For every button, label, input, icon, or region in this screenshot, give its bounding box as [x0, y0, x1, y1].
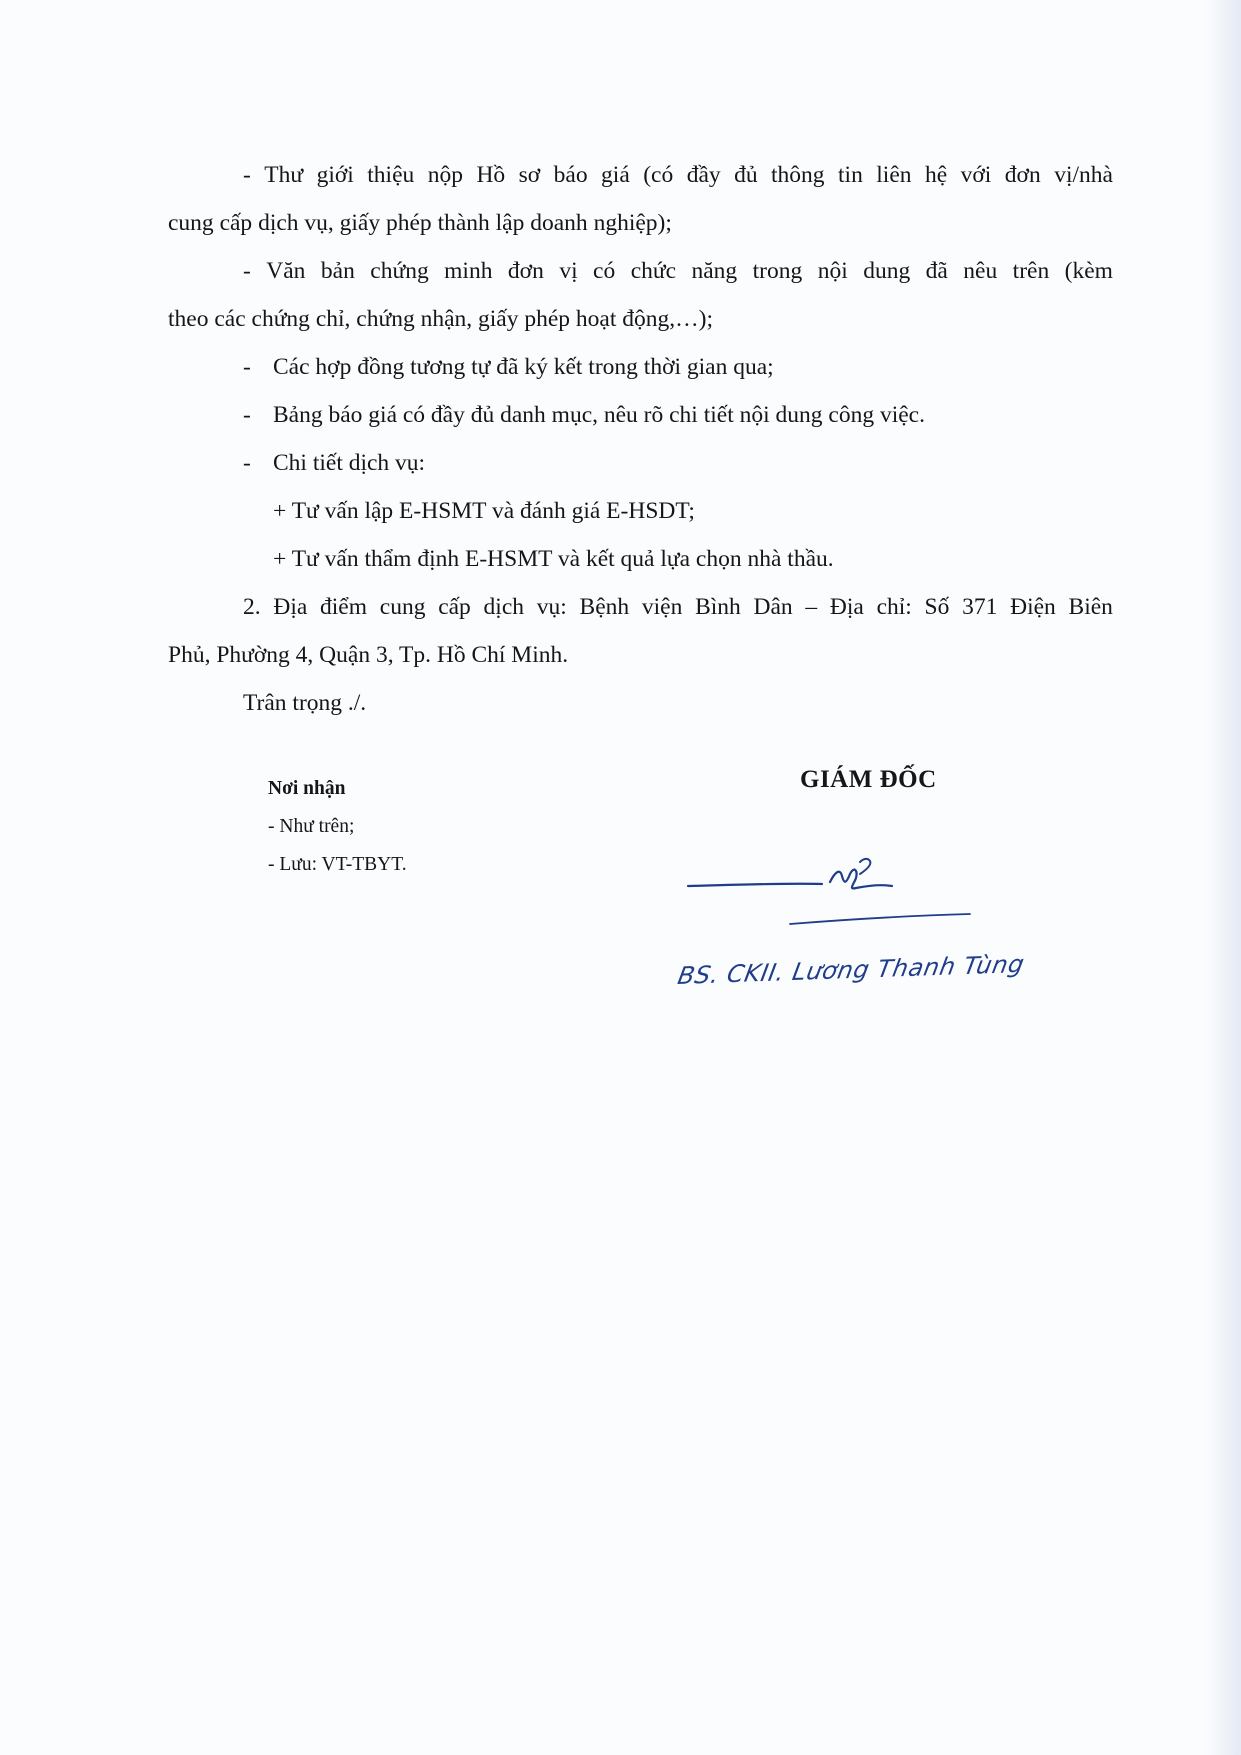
line-intro-letter: - Thư giới thiệu nộp Hồ sơ báo giá (có đầy đủ thông tin liên hệ với đơn vị/nhà: [243, 162, 1113, 188]
receivers-title: Nơi nhận: [268, 778, 346, 799]
signer-name: BS. CKII. Lương Thanh Tùng: [675, 950, 1027, 990]
line-function-proof-cont: theo các chứng chỉ, chứng nhận, giấy phép hoạt động,…);: [168, 306, 713, 332]
signer-position: GIÁM ĐỐC: [800, 766, 937, 793]
service-item-consulting: + Tư vấn lập E-HSMT và đánh giá E-HSDT;: [273, 498, 695, 524]
closing-regards: Trân trọng ./.: [243, 690, 367, 716]
line-service-address-cont: Phủ, Phường 4, Quận 3, Tp. Hồ Chí Minh.: [168, 642, 569, 668]
bullet-similar-contracts: - Các hợp đồng tương tự đã ký kết trong thời gian qua;: [243, 354, 774, 380]
line-intro-letter-cont: cung cấp dịch vụ, giấy phép thành lập doanh nghiệp);: [168, 210, 672, 236]
handwritten-signature: [670, 848, 990, 948]
receiver-item: - Như trên;: [268, 816, 355, 837]
scan-shadow-edge: [1205, 0, 1241, 1755]
bullet-price-table: - Bảng báo giá có đầy đủ danh mục, nêu rõ chi tiết nội dung công việc.: [243, 402, 925, 428]
receiver-item: - Lưu: VT-TBYT.: [268, 854, 407, 875]
bullet-service-details: - Chi tiết dịch vụ:: [243, 450, 426, 476]
service-item-appraisal: + Tư vấn thẩm định E-HSMT và kết quả lựa chọn nhà thầu.: [273, 546, 834, 572]
line-function-proof: - Văn bản chứng minh đơn vị có chức năng trong nội dung đã nêu trên (kèm: [243, 258, 1113, 284]
line-service-location: 2. Địa điểm cung cấp dịch vụ: Bệnh viện Bình Dân – Địa chỉ: Số 371 Điện Biên: [243, 594, 1113, 620]
